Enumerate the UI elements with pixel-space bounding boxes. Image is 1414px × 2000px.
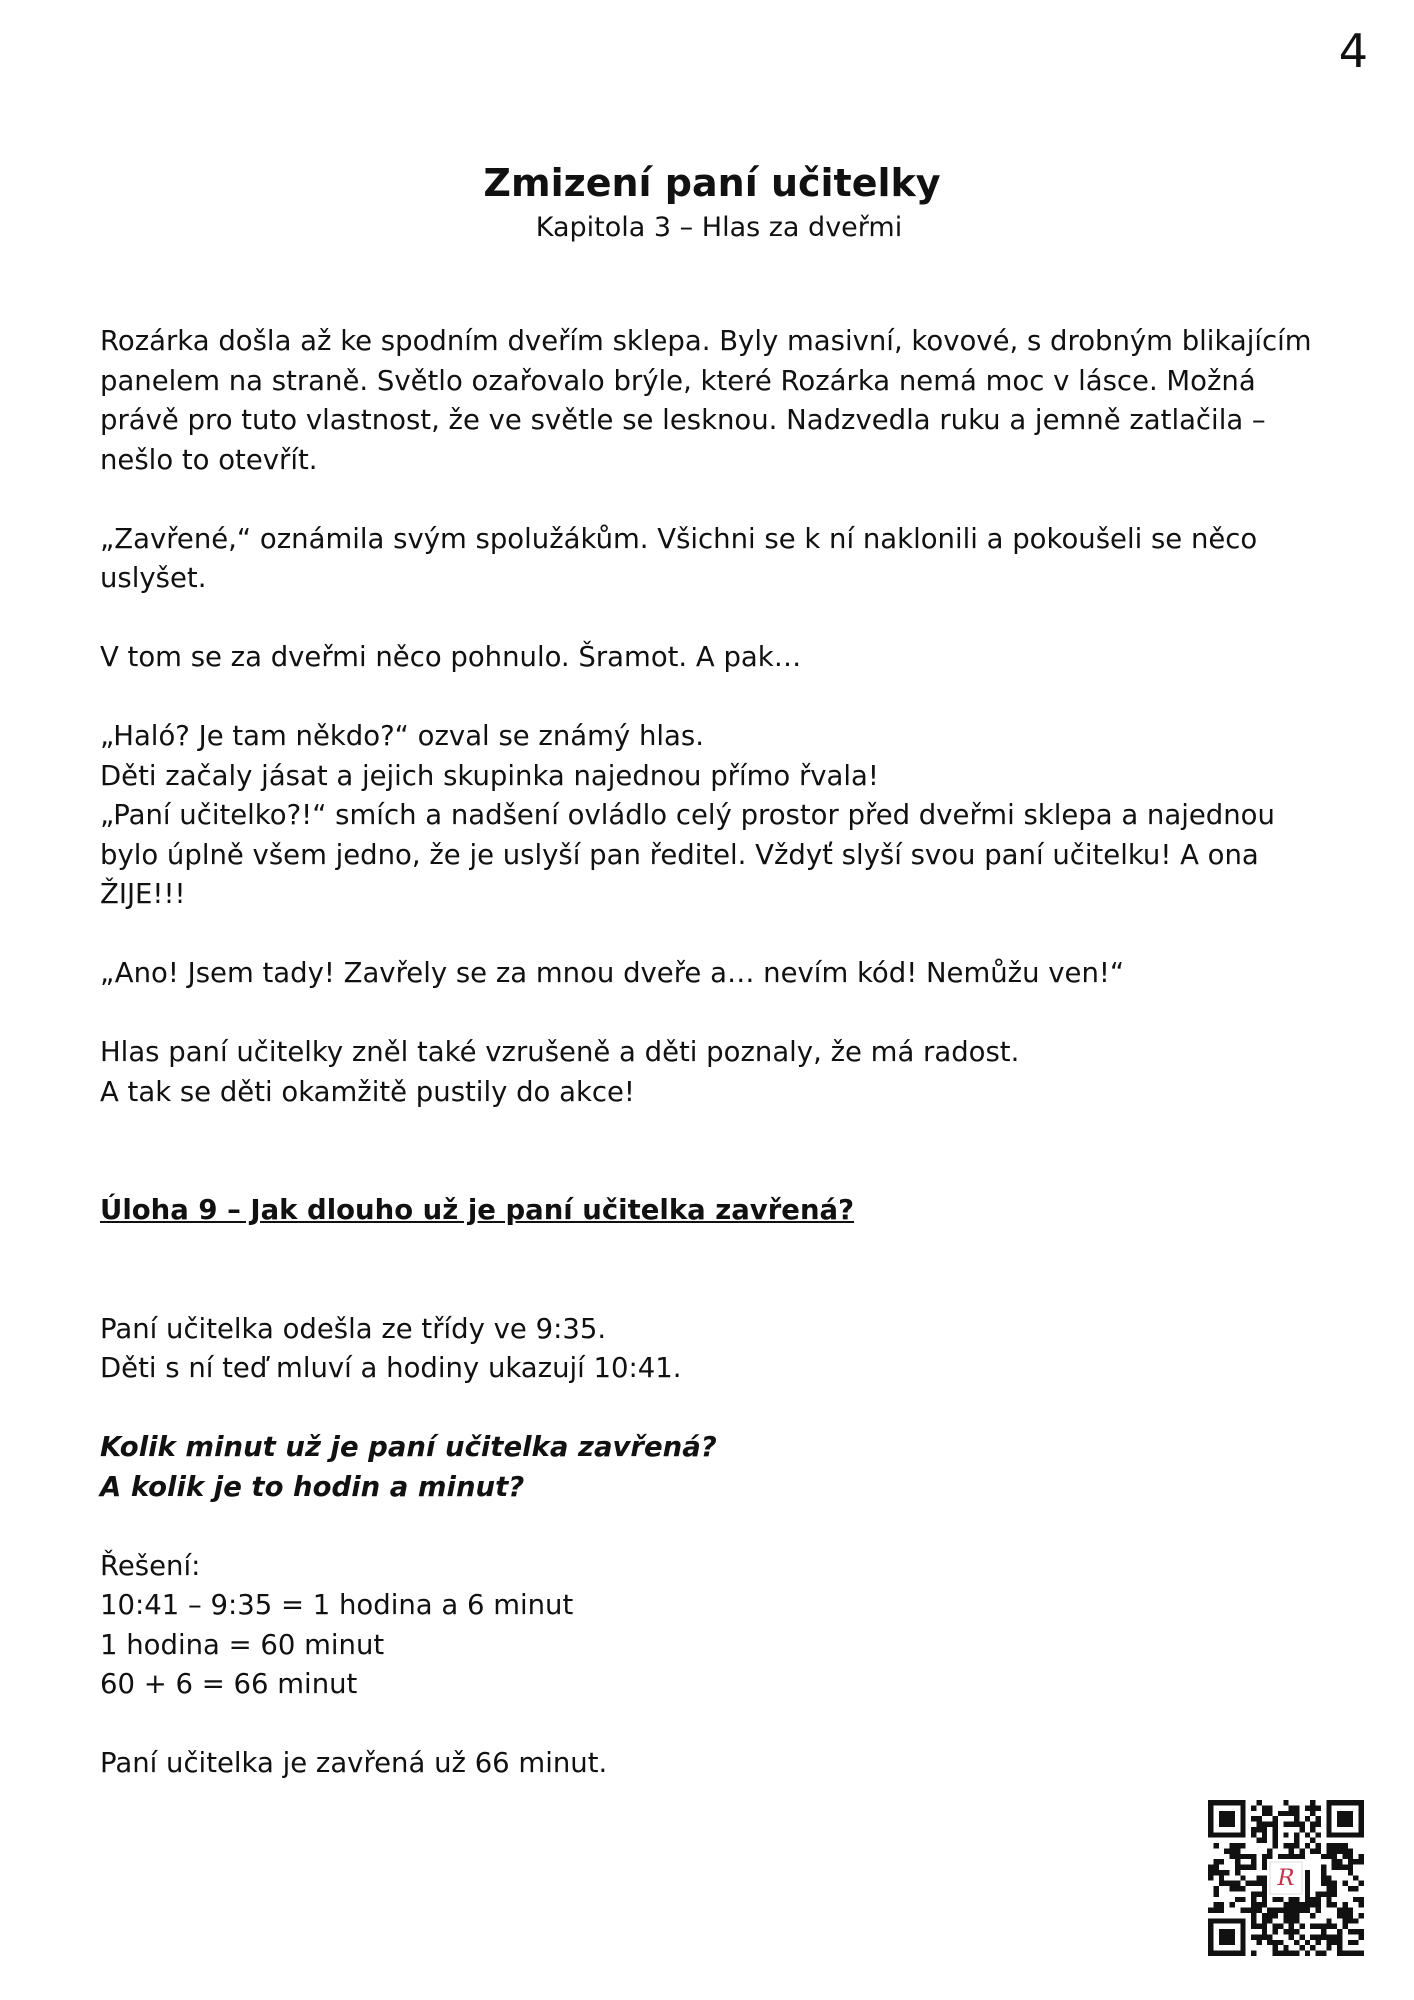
story-paragraph-5: „Ano! Jsem tady! Zavřely se za mnou dveře a… nevím kód! Nemůžu ven!“ [100, 957, 1125, 989]
task-info-line-2: Děti s ní teď mluví a hodiny ukazují 10:41. [100, 1352, 682, 1384]
chapter-header [0, 158, 1414, 248]
task-info-line-1: Paní učitelka odešla ze třídy ve 9:35. [100, 1312, 607, 1345]
story-paragraph-6-line-1: Hlas paní učitelky zněl také vzrušeně a děti poznaly, že má radost. [100, 1036, 1020, 1068]
story-paragraph-6-line-2: A tak se děti okamžitě pustily do akce! [100, 1075, 635, 1108]
story-paragraph-1: Rozárka došla až ke spodním dveřím sklepa. Byly masivní, kovové, s drobným blikajícím panelem na straně. Světlo ozařovalo brýle, které Rozárka nemá moc v lásce. Možná právě pro tuto vlastnost, že ve světle se lesknou. Nadzvedla ruku a jemně zatlačila – nešlo to otevřít. [100, 325, 1312, 476]
story-paragraph-4-line-1: „Haló? Je tam někdo?“ ozval se známý hlas. [100, 720, 704, 752]
task-question-line-1: Kolik minut už je paní učitelka zavřená? [100, 1431, 717, 1463]
task-answer: Paní učitelka je zavřená už 66 minut. [100, 1747, 608, 1779]
solution-line-1: 10:41 – 9:35 = 1 hodina a 6 minut [100, 1589, 574, 1621]
solution-label: Řešení: [100, 1549, 201, 1582]
page-title: Zmizení paní učitelky [483, 161, 941, 205]
qr-code-icon[interactable] [1208, 1800, 1364, 1956]
solution-line-3: 60 + 6 = 66 minut [100, 1668, 358, 1700]
story-paragraph-4-line-2: Děti začaly jásat a jejich skupinka najednou přímo řvala! [100, 759, 879, 792]
story-paragraph-3: V tom se za dveřmi něco pohnulo. Šramot. A pak… [100, 641, 802, 673]
story-paragraph-2: „Zavřené,“ oznámila svým spolužákům. Všichni se k ní naklonili a pokoušeli se něco uslyšet. [100, 522, 1258, 594]
solution-line-2: 1 hodina = 60 minut [100, 1628, 385, 1661]
qr-logo-icon [1270, 1862, 1302, 1894]
task-heading: Úloha 9 – Jak dlouho už je paní učitelka zavřená? [100, 1194, 855, 1226]
chapter-subtitle: Kapitola 3 – Hlas za dveřmi [535, 212, 903, 243]
svg-text:R: R [1277, 1864, 1295, 1891]
task-question-line-2: A kolik je to hodin a minut? [100, 1470, 525, 1503]
page-number: 4 [1338, 24, 1368, 78]
story-paragraph-4-line-3: „Paní učitelko?!“ smích a nadšení ovládlo celý prostor před dveřmi sklepa a najednou bylo úplně všem jedno, že je uslyší pan ředitel. Vždyť slyší svou paní učitelku! A ona ŽIJE!!! [100, 799, 1275, 910]
main-content [100, 322, 1340, 1784]
